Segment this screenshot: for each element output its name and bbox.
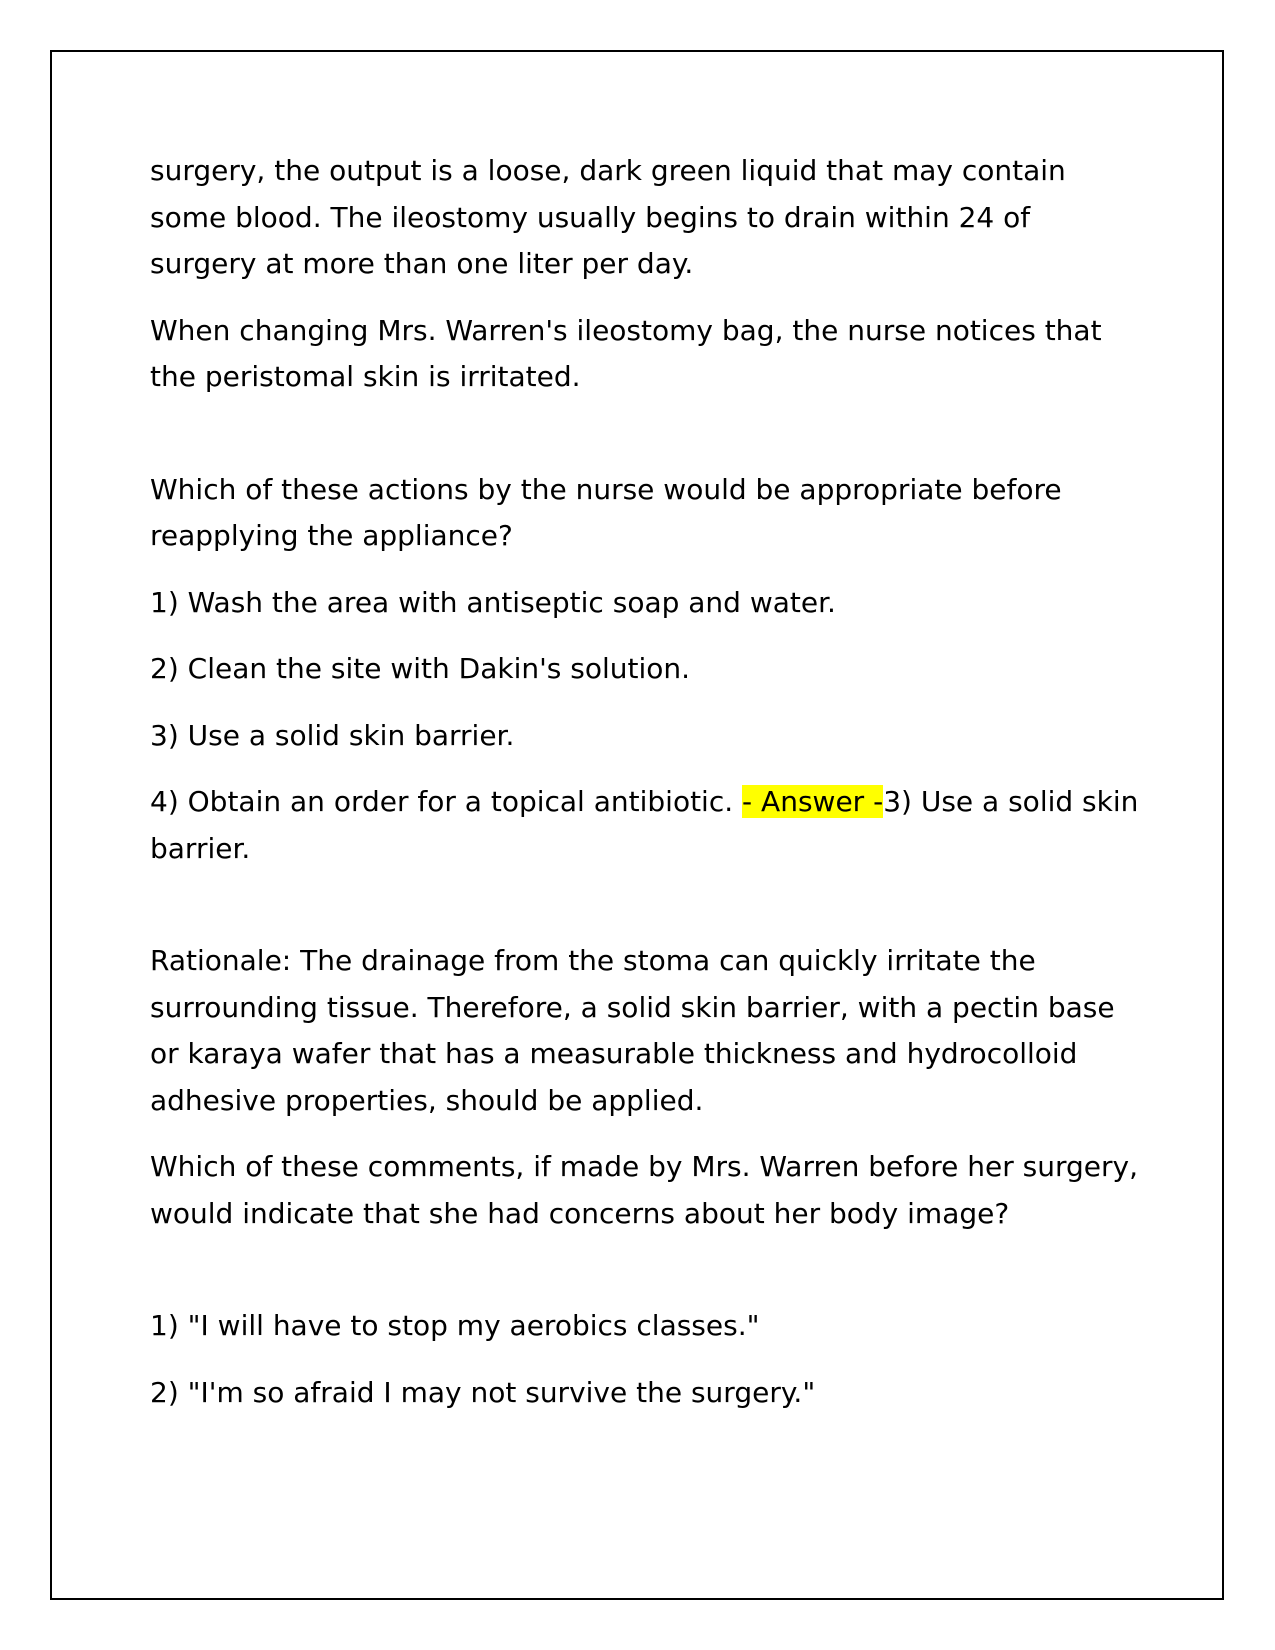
answer-marker: - Answer - — [742, 785, 884, 818]
question-2-option-2: 2) "I'm so afraid I may not survive the surgery." — [150, 1375, 816, 1409]
question-1-option-4: 4) Obtain an order for a topical antibiotic. — [150, 785, 743, 818]
question-1-option-4-with-answer — [150, 779, 1140, 872]
rationale: Rationale: The drainage from the stoma can quickly irritate the surrounding tissue. Therefore, a solid skin barrier, with a pectin base or karaya wafer that has a measurable thickness and hydrocolloid adhesive properties, should be applied. — [150, 944, 1115, 1117]
question-1-answer: 3) Use a solid skin barrier. — [150, 785, 1139, 865]
question-1-option-3: 3) Use a solid skin barrier. — [150, 718, 515, 752]
paragraph-surgery-output: surgery, the output is a loose, dark green liquid that may contain some blood. The ileostomy usually begins to drain within 24 of surgery at more than one liter per day. — [150, 154, 1066, 280]
question-2-option-1: 1) "I will have to stop my aerobics classes." — [150, 1309, 760, 1342]
question-1-option-2: 2) Clean the site with Dakin's solution. — [150, 652, 691, 685]
question-1: Which of these actions by the nurse would be appropriate before reapplying the appliance? — [150, 472, 1062, 552]
paragraph-changing-bag: When changing Mrs. Warren's ileostomy bag, the nurse notices that the peristomal skin is irritated. — [150, 313, 1102, 393]
question-2: Which of these comments, if made by Mrs. Warren before her surgery, would indicate that she had concerns about her body image? — [150, 1150, 1138, 1230]
document-body — [150, 148, 1140, 1416]
question-1-option-1: 1) Wash the area with antiseptic soap and water. — [150, 585, 836, 619]
